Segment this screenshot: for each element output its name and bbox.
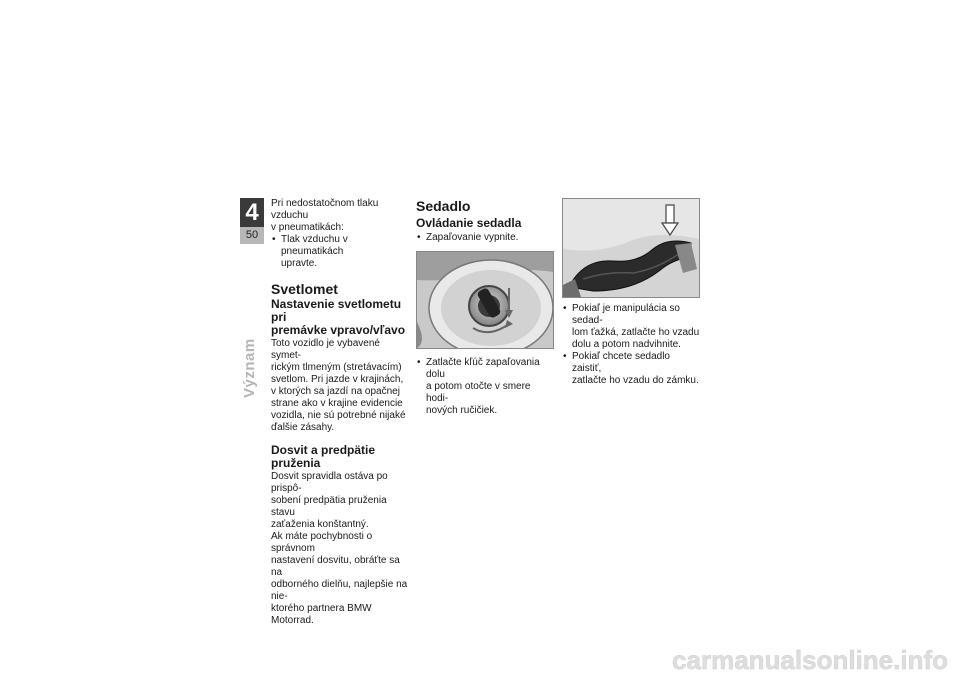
bullet-line: lom ťažká, zatlačte ho vzadu: [572, 327, 700, 338]
chapter-number: 4: [240, 198, 264, 227]
text-line: nastavení dosvitu, obráťte sa na: [271, 555, 400, 578]
intro-bullet: [271, 234, 411, 270]
text-line: strane ako v krajine evidencie: [271, 398, 403, 409]
bullet-line: nových ručičiek.: [426, 405, 498, 416]
bullet-line: • Tlak vzduchu v pneumatikách: [281, 234, 348, 257]
text-line: Dosvit spravidla ostáva po prispô-: [271, 471, 388, 494]
page-number: 50: [240, 227, 264, 244]
seat-photo: [562, 198, 700, 298]
text-line: ďalšie zásahy.: [271, 422, 335, 433]
chapter-side-label: Význam: [241, 338, 258, 398]
text-line: odborného dielňu, najlepšie na nie-: [271, 579, 408, 602]
text-line: zaťaženia konštantný.: [271, 519, 369, 530]
subheading-spring-line: pruženia: [271, 456, 321, 470]
bullet-line: dolu a potom nadvihnite.: [572, 339, 681, 350]
bullet-press-key: [416, 357, 554, 417]
heading-headlight: Svetlomet: [271, 281, 338, 297]
chapter-tab: [240, 198, 264, 244]
text-line: Ak máte pochybnosti o správnom: [271, 531, 373, 554]
column-2: [416, 198, 554, 417]
column-3: [562, 198, 702, 387]
bullet-line: • Pokiaľ chcete sedadlo zaistiť,: [572, 351, 670, 374]
svg-text:carmanualsonline.info: carmanualsonline.info: [672, 645, 948, 675]
bullet-line: • Zatlačte kľúč zapaľovania dolu: [426, 357, 540, 380]
text-line: ktorého partnera BMW Motorrad.: [271, 603, 372, 626]
bullet-line: upravte.: [281, 258, 318, 269]
subheading-headlight-line: Nastavenie svetlometu pri: [271, 297, 402, 324]
subheading-spring-line: Dosvit a predpätie: [271, 443, 376, 457]
text-line: sobení predpätia pruženia stavu: [271, 495, 387, 518]
bullet-seat-lock: [562, 351, 702, 387]
watermark-logo: [560, 645, 950, 675]
bullet-ignition-off: [416, 232, 554, 244]
intro-line: v pneumatikách:: [271, 222, 344, 233]
subheading-seat: Ovládanie sedadla: [416, 216, 522, 230]
bullet-seat-difficult: [562, 303, 702, 351]
bullet-line: • Zapaľovanie vypnite.: [426, 232, 519, 243]
bullet-line: zatlačte ho vzadu do zámku.: [572, 375, 699, 386]
text-line: v ktorých sa jazdí na opačnej: [271, 386, 400, 397]
text-line: Toto vozidlo je vybavené symet-: [271, 338, 380, 361]
intro-line: Pri nedostatočnom tlaku vzduchu: [271, 198, 379, 221]
spring-paragraph: [271, 471, 411, 627]
subheading-headlight-line: premávke vpravo/vľavo: [271, 323, 406, 337]
text-line: svetlom. Pri jazde v krajinách,: [271, 374, 404, 385]
column-1: [271, 198, 411, 627]
bullet-line: • Pokiaľ je manipulácia so sedad-: [572, 303, 680, 326]
heading-seat: Sedadlo: [416, 198, 471, 214]
text-line: vozidla, nie sú potrebné nijaké: [271, 410, 406, 421]
ignition-lock-photo: [416, 251, 554, 349]
headlight-paragraph: [271, 338, 411, 434]
text-line: rickým tlmeným (stretávacím): [271, 362, 402, 373]
bullet-line: a potom otočte v smere hodi-: [426, 381, 531, 404]
